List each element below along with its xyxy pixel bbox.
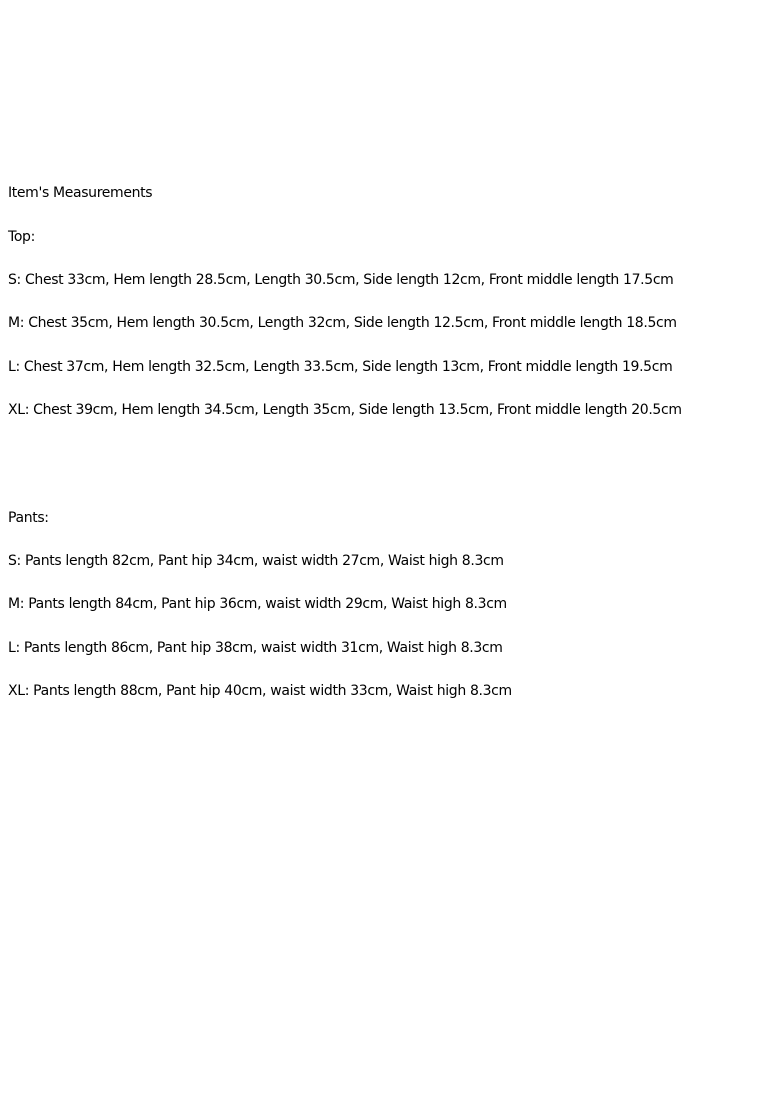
top-size-xl: XL: Chest 39cm, Hem length 34.5cm, Length 35cm, Side length 13.5cm, Front middle length 20.5cm <box>8 402 682 418</box>
pants-size-l: L: Pants length 86cm, Pant hip 38cm, waist width 31cm, Waist high 8.3cm <box>8 640 503 656</box>
top-size-s: S: Chest 33cm, Hem length 28.5cm, Length 30.5cm, Side length 12cm, Front middle length 17.5cm <box>8 272 674 288</box>
pants-size-m: M: Pants length 84cm, Pant hip 36cm, waist width 29cm, Waist high 8.3cm <box>8 596 507 612</box>
pants-heading: Pants: <box>8 510 49 526</box>
pants-size-xl: XL: Pants length 88cm, Pant hip 40cm, waist width 33cm, Waist high 8.3cm <box>8 683 512 699</box>
document-title: Item's Measurements <box>8 185 153 201</box>
top-heading: Top: <box>8 229 35 245</box>
pants-size-s: S: Pants length 82cm, Pant hip 34cm, waist width 27cm, Waist high 8.3cm <box>8 553 504 569</box>
top-size-l: L: Chest 37cm, Hem length 32.5cm, Length 33.5cm, Side length 13cm, Front middle length 19.5cm <box>8 359 673 375</box>
top-size-m: M: Chest 35cm, Hem length 30.5cm, Length 32cm, Side length 12.5cm, Front middle length 18.5cm <box>8 315 677 331</box>
